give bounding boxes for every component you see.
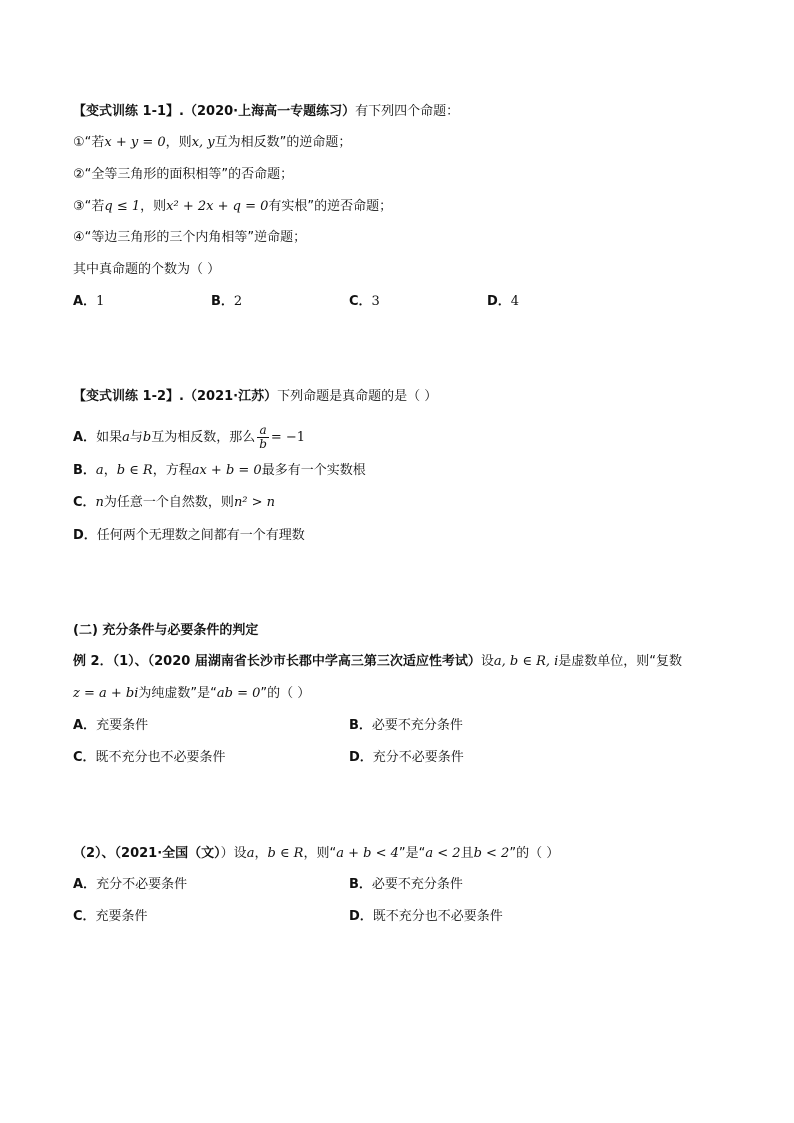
problem-question: 有下列四个命题：	[355, 104, 460, 119]
option-a[interactable]	[73, 293, 104, 311]
option-text: 既不充分也不必要条件	[372, 909, 503, 924]
math-expr: z = a + bi	[73, 686, 139, 701]
ex2-2-option-c[interactable]	[73, 908, 148, 926]
example-label: （2）、	[73, 846, 115, 861]
ex1-1-header	[73, 103, 459, 121]
option-b[interactable]	[211, 293, 242, 311]
bracket-right: 】	[166, 104, 180, 119]
problem-text: ”是“	[398, 846, 426, 861]
option-text: 充要条件	[96, 718, 149, 733]
option-label: D．	[349, 750, 373, 765]
problem-text: 是虚数单位，则“复数	[558, 654, 683, 669]
ex2-1-option-a[interactable]	[73, 717, 148, 735]
option-text: 互为相反数，那么	[151, 430, 256, 445]
ex2-2-option-d[interactable]	[349, 908, 503, 926]
item-text: ，则	[140, 199, 167, 214]
math-expr: n	[95, 495, 104, 510]
ex2-1-option-d[interactable]	[349, 749, 464, 767]
proposition-3	[73, 198, 392, 216]
option-label: C．	[73, 909, 96, 924]
math-expr: q ≤ 1	[104, 199, 141, 214]
ex2-1-line2	[73, 685, 310, 703]
ex1-2-header	[73, 388, 437, 406]
option-text: ，	[103, 463, 117, 478]
option-text: 充分不必要条件	[372, 750, 464, 765]
item-number: ②	[73, 167, 85, 182]
ex2-1-line1	[73, 653, 682, 671]
option-d[interactable]	[487, 293, 519, 311]
math-expr: b < 2	[473, 846, 510, 861]
proposition-1	[73, 134, 351, 152]
math-expr: a + b < 4	[336, 846, 399, 861]
option-text: 既不充分也不必要条件	[95, 750, 226, 765]
problem-text: 且	[460, 846, 474, 861]
proposition-4	[73, 229, 306, 247]
option-value: 1	[96, 294, 105, 309]
option-text: 与	[129, 430, 143, 445]
option-label: D．	[349, 909, 373, 924]
math-expr: x + y = 0	[104, 135, 166, 150]
ex2-2-question	[73, 845, 559, 863]
bracket-left: 【	[73, 389, 87, 404]
option-text: 必要不充分条件	[371, 877, 463, 892]
ex1-1-ask: 其中真命题的个数为（ ）	[73, 262, 221, 277]
problem-source: （2020 届湖南省长沙市长郡中学高三第三次适应性考试）	[147, 654, 481, 669]
option-label: A．	[73, 430, 97, 445]
ex1-2-option-d[interactable]	[73, 527, 305, 545]
ex2-1-option-c[interactable]	[73, 749, 226, 767]
item-text: “若	[84, 199, 105, 214]
math-expr: a, b ∈ R, i	[493, 654, 559, 669]
option-value: 2	[233, 294, 243, 309]
item-text: “等边三角形的三个内角相等”逆命题；	[84, 230, 307, 245]
bracket-left: 【	[73, 104, 87, 119]
option-text: 如果	[96, 430, 123, 445]
option-label: A．	[73, 718, 97, 733]
option-label: B．	[349, 877, 372, 892]
item-text: “若	[84, 135, 105, 150]
problem-text: 设	[480, 654, 494, 669]
bracket-right: 】	[166, 389, 180, 404]
fraction	[257, 424, 269, 451]
ex2-2-option-a[interactable]	[73, 876, 187, 894]
dot: .	[179, 389, 184, 404]
math-expr: ab = 0	[216, 686, 261, 701]
option-value: 3	[371, 294, 380, 309]
item-text: ，则	[165, 135, 192, 150]
item-text: “全等三角形的面积相等”的否命题；	[84, 167, 294, 182]
proposition-2	[73, 166, 293, 184]
fraction-numerator: a	[257, 424, 269, 438]
option-text: 任何两个无理数之间都有一个有理数	[96, 528, 305, 543]
option-label: D．	[487, 294, 511, 309]
problem-text: ”的（ ）	[260, 686, 311, 701]
variant-tag: 变式训练 1-1	[86, 104, 167, 119]
problem-text: ）设	[220, 846, 247, 861]
ex2-2-option-b[interactable]	[349, 876, 463, 894]
math-expr: ax + b = 0	[191, 463, 262, 478]
problem-source: （2021·江苏）	[184, 389, 278, 404]
option-label: B．	[73, 463, 96, 478]
ex2-1-option-b[interactable]	[349, 717, 463, 735]
item-text: 互为相反数”的逆命题；	[214, 135, 352, 150]
math-expr: n² > n	[233, 495, 276, 510]
ex1-2-option-a[interactable]	[73, 424, 305, 451]
math-expr: a	[122, 430, 130, 445]
option-label: B．	[211, 294, 234, 309]
option-text: ，方程	[152, 463, 192, 478]
math-expr: b ∈ R	[267, 846, 304, 861]
math-expr: b ∈ R	[116, 463, 153, 478]
item-number: ③	[73, 199, 85, 214]
option-label: A．	[73, 294, 97, 309]
option-text: 为任意一个自然数，则	[103, 495, 234, 510]
item-number: ①	[73, 135, 85, 150]
option-label: C．	[73, 750, 96, 765]
problem-text: 为纯虚数”是“	[138, 686, 217, 701]
option-text: 充分不必要条件	[96, 877, 188, 892]
problem-source: （2020·上海高一专题练习）	[184, 104, 356, 119]
math-expr: x, y	[191, 135, 215, 150]
problem-text: ，则“	[303, 846, 337, 861]
math-expr: = −1	[270, 430, 306, 445]
option-label: D．	[73, 528, 97, 543]
problem-text: ，	[254, 846, 268, 861]
option-label: C．	[73, 495, 96, 510]
option-label: C．	[349, 294, 372, 309]
option-label: A．	[73, 877, 97, 892]
option-label: B．	[349, 718, 372, 733]
section-heading: (二) 充分条件与必要条件的判定	[73, 623, 259, 638]
problem-text: ”的（ ）	[509, 846, 560, 861]
variant-tag: 变式训练 1-2	[86, 389, 167, 404]
option-text: 必要不充分条件	[371, 718, 463, 733]
ex1-2-option-b[interactable]	[73, 462, 366, 480]
option-text: 充要条件	[95, 909, 148, 924]
math-expr: x² + 2x + q = 0	[166, 199, 269, 214]
problem-question: 下列命题是真命题的是（ ）	[277, 389, 438, 404]
problem-source: （2021·全国（文）	[114, 846, 221, 861]
item-text: 有实根”的逆否命题；	[268, 199, 393, 214]
example-label: 例 2．（1）、	[73, 654, 148, 669]
math-expr: a	[246, 846, 255, 861]
math-expr: a	[95, 463, 104, 478]
math-expr: b	[142, 430, 152, 445]
fraction-denominator: b	[259, 437, 267, 451]
dot: .	[179, 104, 184, 119]
item-number: ④	[73, 230, 85, 245]
math-expr: a < 2	[425, 846, 461, 861]
option-text: 最多有一个实数根	[261, 463, 366, 478]
option-c[interactable]	[349, 293, 380, 311]
option-value: 4	[510, 294, 520, 309]
ex1-2-option-c[interactable]	[73, 494, 275, 512]
